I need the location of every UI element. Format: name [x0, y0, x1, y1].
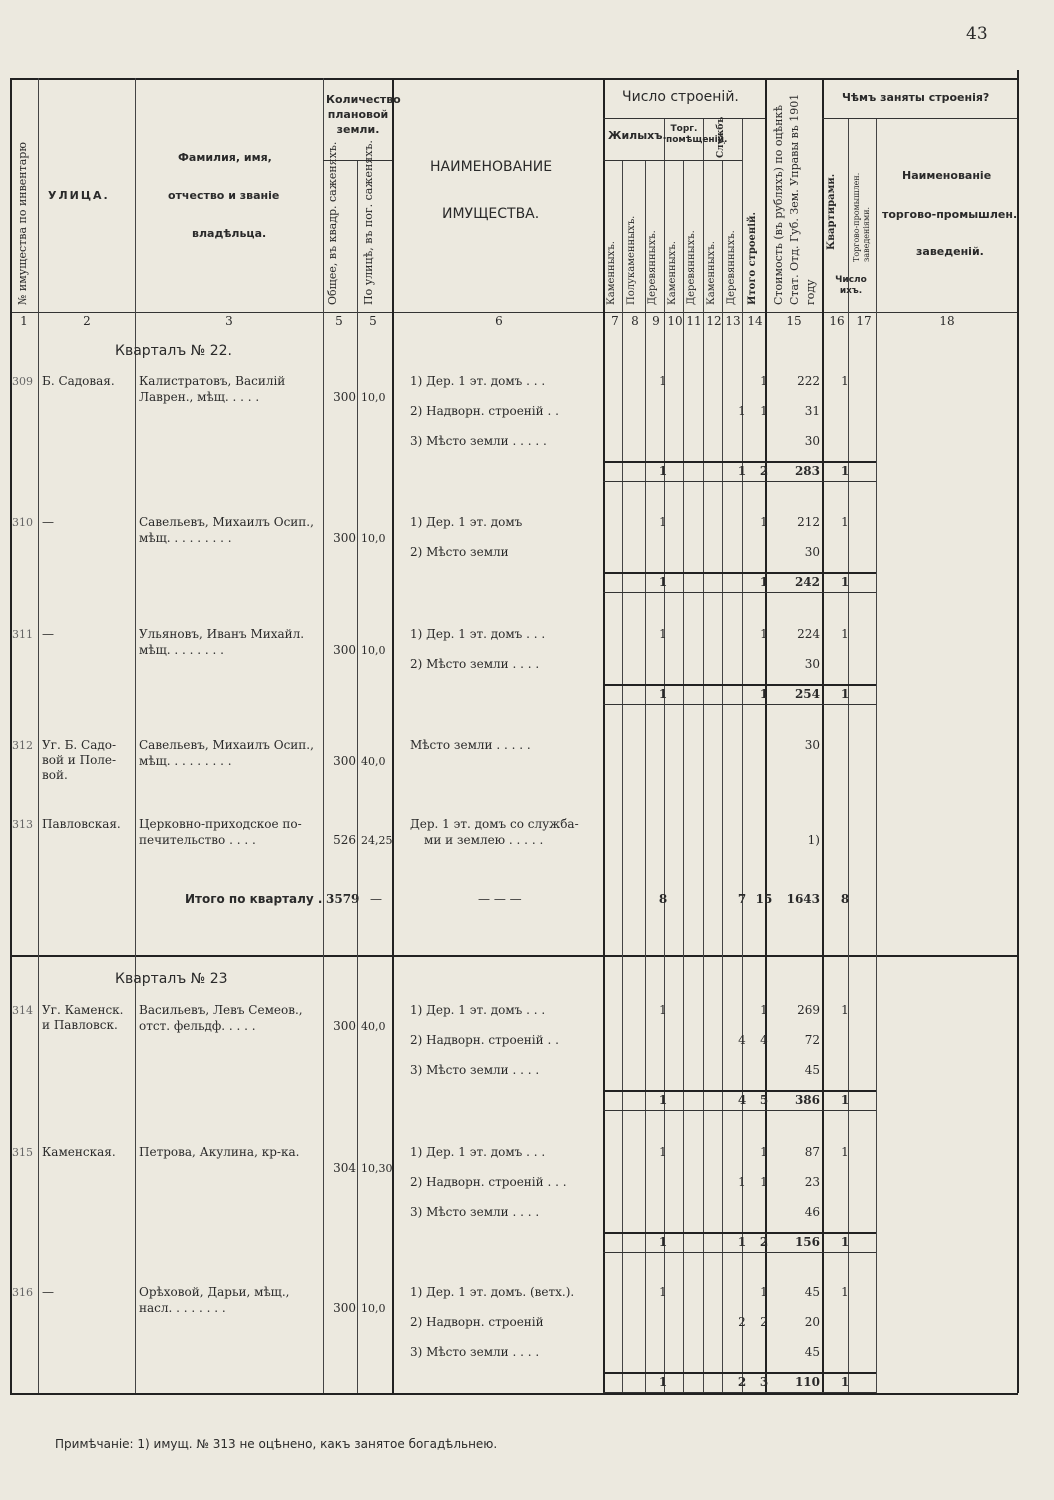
- land-area: 300: [333, 1019, 356, 1033]
- quarter-title: Кварталъ № 22.: [115, 343, 232, 359]
- subtotal-c9: 1: [658, 1235, 668, 1249]
- property-name: 1) Дер. 1 эт. домъ. (ветх.).: [410, 1285, 575, 1299]
- subtotal-value: 386: [794, 1093, 820, 1107]
- owner-title: мѣщ. . . . . . . .: [139, 643, 224, 657]
- property-value: 30: [804, 738, 820, 752]
- owner-title: мѣщ. . . . . . . . .: [139, 531, 232, 545]
- page-number: 43: [966, 24, 988, 44]
- street-frontage: 10,0: [361, 391, 386, 404]
- header-owner-c: владѣльца.: [192, 227, 267, 240]
- owner-title: отст. фельдф. . . . .: [139, 1019, 256, 1033]
- property-name: 2) Мѣсто земли . . . .: [410, 657, 540, 671]
- building-count-c14: 1: [760, 1175, 768, 1189]
- quarter-total-c9: 8: [658, 892, 668, 906]
- property-name: 2) Мѣсто земли: [410, 545, 509, 559]
- property-name: 3) Мѣсто земли . . . .: [410, 1345, 540, 1359]
- property-name: Мѣсто земли . . . . .: [410, 738, 531, 752]
- col-number: 2: [83, 314, 91, 328]
- quarter-title: Кварталъ № 23: [115, 971, 228, 987]
- header-trade-name-c: заведеній.: [916, 245, 984, 258]
- quarter-total-c14: 15: [755, 892, 773, 906]
- property-value: 45: [804, 1345, 820, 1359]
- street-frontage: 10,0: [361, 644, 386, 657]
- subtotal-line: [603, 481, 876, 482]
- property-name: Дер. 1 эт. домъ со служба-: [410, 817, 579, 831]
- col-line: [135, 78, 136, 1393]
- col-line: [603, 78, 605, 1393]
- header-residential: Жилыхъ.: [608, 129, 667, 142]
- property-value: 222: [797, 374, 820, 388]
- header-apartments: Квартирами.: [826, 173, 837, 250]
- property-name: 1) Дер. 1 эт. домъ . . .: [410, 1003, 546, 1017]
- owner-title: печительство . . . .: [139, 833, 256, 847]
- header-bottom-border: [10, 312, 1018, 313]
- col-number: 11: [686, 314, 702, 328]
- header-sub-stone3: Каменныхъ.: [706, 241, 717, 305]
- owner-title: Лаврен., мѣщ. . . . .: [139, 390, 260, 404]
- land-area: 300: [333, 643, 356, 657]
- building-count-c14: 4: [760, 1033, 768, 1047]
- quarter-total-property: — — —: [478, 892, 522, 906]
- col-line: [645, 160, 646, 1393]
- col-number: 15: [786, 314, 802, 328]
- subtotal-line: [603, 1090, 876, 1092]
- property-value: 46: [804, 1205, 820, 1219]
- land-area: 300: [333, 1301, 356, 1315]
- header-owner-b: отчество и званіе: [168, 189, 280, 202]
- header-sub-semistone: Полукаменныхъ.: [626, 215, 637, 305]
- street-name: Каменская.: [42, 1145, 116, 1159]
- building-count-c13: 4: [738, 1033, 746, 1047]
- subtotal-c14: 1: [759, 575, 769, 589]
- property-value: 45: [804, 1063, 820, 1077]
- street-frontage: 10,0: [361, 1302, 386, 1315]
- property-value: 1): [807, 833, 820, 847]
- property-name: 2) Надворн. строеній: [410, 1315, 544, 1329]
- subtotal-line: [603, 1252, 876, 1253]
- header-occupied-group: Чѣмъ заняты строенія?: [842, 91, 990, 104]
- property-value: 269: [797, 1003, 820, 1017]
- building-count-c14: 1: [760, 627, 768, 641]
- quarter-separator: [10, 955, 1018, 957]
- street-name: вой.: [42, 768, 68, 782]
- property-value: 72: [804, 1033, 820, 1047]
- subtotal-c13: 1: [737, 464, 747, 478]
- header-street: УЛИЦА.: [48, 189, 110, 202]
- street-name: Б. Садовая.: [42, 374, 115, 388]
- property-value: 30: [804, 434, 820, 448]
- street-frontage: 10,30: [361, 1162, 393, 1175]
- property-value: 30: [804, 545, 820, 559]
- property-value: 20: [804, 1315, 820, 1329]
- property-value: 23: [804, 1175, 820, 1189]
- land-area: 526: [333, 833, 356, 847]
- subtotal-c14: 2: [759, 1235, 769, 1249]
- street-name: —: [42, 627, 54, 641]
- table-bottom-border: [10, 1393, 1018, 1395]
- col-line: [683, 160, 684, 1393]
- street-name: —: [42, 1285, 54, 1299]
- inventory-number: 313: [12, 818, 33, 831]
- quarter-total-c15: 1643: [786, 892, 820, 906]
- street-name: и Павловск.: [42, 1018, 118, 1032]
- header-service: Службъ: [716, 116, 726, 158]
- property-name: 3) Мѣсто земли . . . . .: [410, 434, 547, 448]
- col-line: [622, 160, 623, 1393]
- header-property-a: НАИМЕНОВАНИЕ: [430, 159, 553, 175]
- col-line: [876, 118, 877, 1393]
- subtotal-line: [603, 684, 876, 686]
- header-divider: [822, 118, 1017, 119]
- subtotal-line: [603, 592, 876, 593]
- quarter-total-area: 3579: [326, 892, 360, 906]
- property-value: 224: [797, 627, 820, 641]
- subtotal-c14: 1: [759, 687, 769, 701]
- street-name: Уг. Каменск.: [42, 1003, 124, 1017]
- inventory-number: 311: [12, 628, 33, 641]
- street-name: —: [42, 515, 54, 529]
- subtotal-c9: 1: [658, 464, 668, 478]
- subtotal-line: [603, 1372, 876, 1374]
- subtotal-c16: 1: [840, 464, 850, 478]
- subtotal-c9: 1: [658, 1375, 668, 1389]
- land-area: 300: [333, 390, 356, 404]
- quarter-total-label: Итого по кварталу .: [185, 892, 323, 906]
- land-area: 300: [333, 754, 356, 768]
- building-count-c14: 2: [760, 1315, 768, 1329]
- subtotal-c14: 2: [759, 464, 769, 478]
- street-frontage: 40,0: [361, 755, 386, 768]
- owner-name: Орѣховой, Дарьи, мѣщ.,: [139, 1285, 290, 1299]
- building-count-c16: 1: [841, 515, 849, 529]
- col-number: 3: [225, 314, 233, 328]
- col-number: 18: [939, 314, 955, 328]
- col-number: 10: [667, 314, 683, 328]
- building-count-c9: 1: [659, 374, 667, 388]
- header-sub-stone: Каменныхъ.: [606, 241, 617, 305]
- col-number: 5: [335, 314, 343, 328]
- property-name: 1) Дер. 1 эт. домъ . . .: [410, 1145, 546, 1159]
- owner-name: Савельевъ, Михаилъ Осип.,: [139, 738, 314, 752]
- header-divider: [603, 118, 765, 119]
- header-total-buildings: Итого строеній.: [747, 212, 758, 305]
- property-name: ми и землею . . . . .: [424, 833, 544, 847]
- subtotal-c9: 1: [658, 575, 668, 589]
- quarter-total-front: —: [370, 892, 382, 906]
- col-line: [10, 78, 12, 1393]
- building-count-c16: 1: [841, 627, 849, 641]
- property-name: 2) Надворн. строеній . . .: [410, 1175, 567, 1189]
- subtotal-c16: 1: [840, 1375, 850, 1389]
- subtotal-line: [603, 1392, 876, 1393]
- subtotal-c13: 1: [737, 1235, 747, 1249]
- property-value: 212: [797, 515, 820, 529]
- owner-name: Калистратовъ, Василій: [139, 374, 286, 388]
- col-number: 13: [725, 314, 741, 328]
- subtotal-c14: 5: [759, 1093, 769, 1107]
- street-name: Павловская.: [42, 817, 121, 831]
- building-count-c16: 1: [841, 1003, 849, 1017]
- subtotal-line: [603, 1110, 876, 1111]
- col-line: [392, 78, 394, 1393]
- inventory-number: 315: [12, 1146, 33, 1159]
- col-line: [664, 118, 665, 1393]
- subtotal-c16: 1: [840, 1093, 850, 1107]
- subtotal-line: [603, 461, 876, 463]
- table-top-border: [10, 78, 1018, 80]
- subtotal-c9: 1: [658, 687, 668, 701]
- subtotal-line: [603, 572, 876, 574]
- header-commercial: Торг. помѣщеній.: [666, 124, 728, 145]
- col-number: 8: [631, 314, 639, 328]
- building-count-c9: 1: [659, 627, 667, 641]
- col-number: 17: [856, 314, 872, 328]
- col-number: 9: [652, 314, 660, 328]
- property-value: 30: [804, 657, 820, 671]
- col-number: 1: [20, 314, 28, 328]
- street-frontage: 40,0: [361, 1020, 386, 1033]
- inventory-number: 314: [12, 1004, 33, 1017]
- building-count-c9: 1: [659, 1285, 667, 1299]
- header-divider: [603, 160, 742, 161]
- header-sub-stone2: Каменныхъ.: [667, 241, 678, 305]
- col-line: [742, 118, 743, 1393]
- col-number: 6: [495, 314, 503, 328]
- street-name: вой и Поле-: [42, 753, 117, 767]
- building-count-c16: 1: [841, 1145, 849, 1159]
- building-count-c9: 1: [659, 1003, 667, 1017]
- building-count-c9: 1: [659, 1145, 667, 1159]
- col-line: [722, 160, 723, 1393]
- property-name: 1) Дер. 1 эт. домъ . . .: [410, 627, 546, 641]
- col-line: [848, 118, 849, 1393]
- header-land-total: Общее, въ квадр. саженяхъ.: [326, 141, 339, 305]
- building-count-c14: 1: [760, 1003, 768, 1017]
- street-name: Уг. Б. Садо-: [42, 738, 117, 752]
- col-number: 14: [747, 314, 763, 328]
- land-area: 304: [333, 1161, 356, 1175]
- header-count: Число ихъ.: [835, 275, 867, 296]
- header-property-b: ИМУЩЕСТВА.: [442, 206, 540, 222]
- subtotal-value: 283: [794, 464, 820, 478]
- col-line: [822, 78, 824, 1393]
- building-count-c13: 1: [738, 404, 746, 418]
- subtotal-line: [603, 704, 876, 705]
- col-line: [765, 78, 767, 1393]
- header-inventory-no: № имущества по инвентарю: [16, 142, 29, 305]
- subtotal-c16: 1: [840, 1235, 850, 1249]
- owner-name: Петрова, Акулина, кр-ка.: [139, 1145, 300, 1159]
- property-name: 1) Дер. 1 эт. домъ . . .: [410, 374, 546, 388]
- building-count-c14: 1: [760, 404, 768, 418]
- header-trade-est: Торгово-промышлен. заведеніями.: [852, 172, 871, 262]
- subtotal-c13: 4: [737, 1093, 747, 1107]
- building-count-c13: 2: [738, 1315, 746, 1329]
- footnote: Примѣчаніе: 1) имущ. № 313 не оцѣнено, какъ занятое богадѣльнею.: [55, 1437, 498, 1451]
- owner-title: мѣщ. . . . . . . . .: [139, 754, 232, 768]
- land-area: 300: [333, 531, 356, 545]
- street-frontage: 10,0: [361, 532, 386, 545]
- quarter-total-c16: 8: [840, 892, 850, 906]
- subtotal-value: 110: [794, 1375, 820, 1389]
- subtotal-c16: 1: [840, 575, 850, 589]
- header-value: Стоимость (въ рубляхъ) по оцѣнкѣ Стат. Отд. Губ. Зем. Управы въ 1901 году: [772, 93, 817, 305]
- property-name: 2) Надворн. строеній . .: [410, 404, 559, 418]
- subtotal-c13: 2: [737, 1375, 747, 1389]
- col-line: [1017, 70, 1019, 1393]
- header-buildings-group: Число строеній.: [622, 89, 739, 105]
- property-value: 31: [804, 404, 820, 418]
- building-count-c16: 1: [841, 374, 849, 388]
- owner-title: насл. . . . . . . .: [139, 1301, 226, 1315]
- building-count-c14: 1: [760, 1145, 768, 1159]
- col-line: [323, 78, 324, 1393]
- col-line: [357, 160, 358, 1393]
- building-count-c13: 1: [738, 1175, 746, 1189]
- building-count-c14: 1: [760, 515, 768, 529]
- property-name: 3) Мѣсто земли . . . .: [410, 1063, 540, 1077]
- quarter-total-c13: 7: [737, 892, 747, 906]
- property-name: 1) Дер. 1 эт. домъ: [410, 515, 523, 529]
- header-land-street: По улицѣ, въ пог. саженяхъ.: [362, 140, 375, 305]
- street-frontage: 24,25: [361, 834, 393, 847]
- inventory-number: 309: [12, 375, 33, 388]
- header-owner-a: Фамилия, имя,: [178, 151, 272, 164]
- subtotal-c14: 3: [759, 1375, 769, 1389]
- property-name: 2) Надворн. строеній . .: [410, 1033, 559, 1047]
- owner-name: Церковно-приходское по-: [139, 817, 302, 831]
- owner-name: Ульяновъ, Иванъ Михайл.: [139, 627, 305, 641]
- col-number: 5: [369, 314, 377, 328]
- subtotal-value: 254: [794, 687, 820, 701]
- header-sub-wood2: Деревянныхъ.: [686, 230, 697, 305]
- building-count-c9: 1: [659, 515, 667, 529]
- inventory-number: 316: [12, 1286, 33, 1299]
- header-trade-name-a: Наименованіе: [902, 169, 992, 182]
- property-value: 87: [804, 1145, 820, 1159]
- subtotal-value: 242: [794, 575, 820, 589]
- owner-name: Савельевъ, Михаилъ Осип.,: [139, 515, 314, 529]
- subtotal-c16: 1: [840, 687, 850, 701]
- owner-name: Васильевъ, Левъ Семеов.,: [139, 1003, 303, 1017]
- building-count-c14: 1: [760, 374, 768, 388]
- building-count-c14: 1: [760, 1285, 768, 1299]
- inventory-number: 312: [12, 739, 33, 752]
- header-trade-name-b: торгово-промышлен.: [882, 208, 1018, 221]
- col-number: 7: [611, 314, 619, 328]
- subtotal-value: 156: [794, 1235, 820, 1249]
- property-name: 3) Мѣсто земли . . . .: [410, 1205, 540, 1219]
- col-number: 12: [706, 314, 722, 328]
- property-value: 45: [804, 1285, 820, 1299]
- header-sub-wood3: Деревянныхъ.: [726, 230, 737, 305]
- header-sub-wood: Деревянныхъ.: [647, 230, 658, 305]
- subtotal-line: [603, 1232, 876, 1234]
- col-line: [38, 78, 39, 1393]
- subtotal-c9: 1: [658, 1093, 668, 1107]
- col-line: [703, 118, 704, 1393]
- col-number: 16: [829, 314, 845, 328]
- building-count-c16: 1: [841, 1285, 849, 1299]
- inventory-number: 310: [12, 516, 33, 529]
- header-land-group: Количество плановой земли.: [326, 93, 401, 136]
